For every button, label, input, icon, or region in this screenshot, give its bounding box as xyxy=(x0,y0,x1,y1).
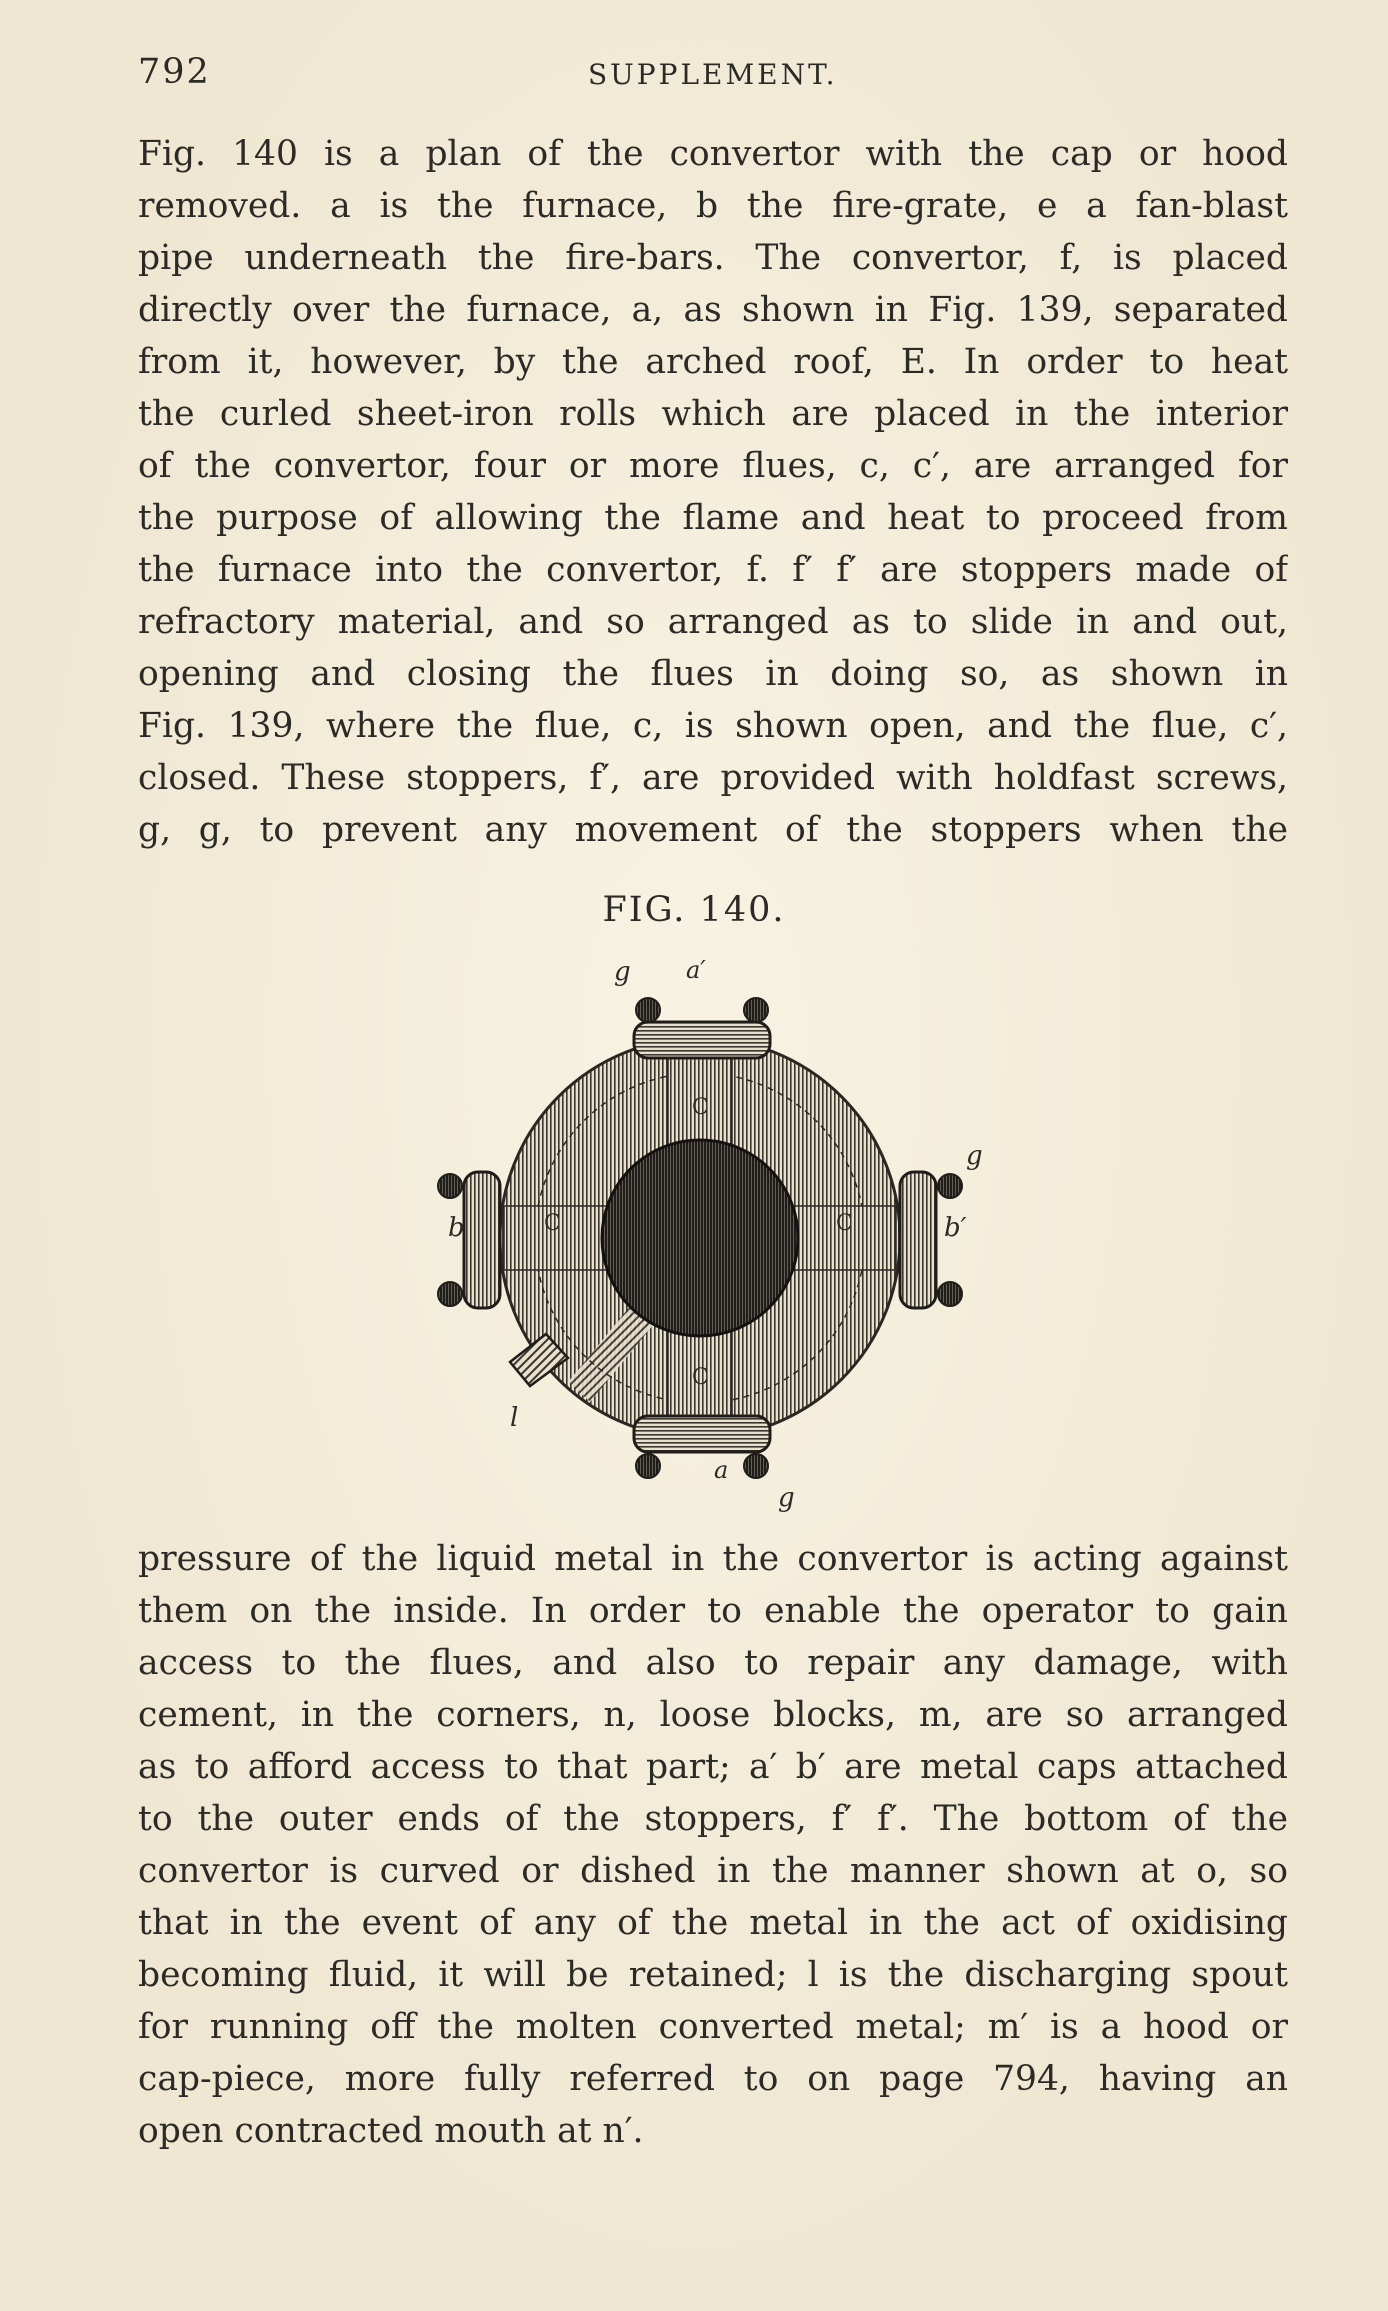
text-line: the furnace into the convertor, f. f′ f′ are stoppers made of xyxy=(138,550,1288,590)
label-bottom-a: a xyxy=(714,1456,729,1484)
label-left-b: b xyxy=(448,1213,465,1243)
text-line: opening and closing the flues in doing so, as shown in xyxy=(138,654,1288,694)
label-flue-top: C xyxy=(692,1095,709,1120)
label-flue-bottom: C xyxy=(692,1365,709,1390)
label-flue-right: C xyxy=(836,1211,853,1236)
label-top-g: g xyxy=(614,957,631,987)
running-head xyxy=(138,52,1288,102)
paragraph-1 xyxy=(138,128,1288,856)
text-line: pipe underneath the fire-bars. The convertor, f, is placed xyxy=(138,238,1288,278)
text-line: of the convertor, four or more flues, c, c′, are arranged for xyxy=(138,446,1288,486)
label-top-a: a′ xyxy=(686,956,706,984)
text-line: them on the inside. In order to enable the operator to gain xyxy=(138,1591,1288,1631)
text-line: convertor is curved or dished in the manner shown at o, so xyxy=(138,1851,1288,1891)
label-flue-left: C xyxy=(544,1211,561,1236)
text-line: for running off the molten converted metal; m′ is a hood or xyxy=(138,2007,1288,2047)
text-line: Fig. 140 is a plan of the convertor with the cap or hood xyxy=(138,134,1288,174)
text-line: the curled sheet-iron rolls which are placed in the interior xyxy=(138,394,1288,434)
label-spout-l: l xyxy=(510,1403,519,1433)
text-line: from it, however, by the arched roof, E. In order to heat xyxy=(138,342,1288,382)
text-line: removed. a is the furnace, b the fire-grate, e a fan-blast xyxy=(138,186,1288,226)
section-title: SUPPLEMENT. xyxy=(588,58,838,91)
text-line: access to the flues, and also to repair any damage, with xyxy=(138,1643,1288,1683)
convertor-plan-figure xyxy=(418,950,998,1530)
label-bottom-g: g xyxy=(778,1483,795,1513)
text-line: directly over the furnace, a, as shown in Fig. 139, separated xyxy=(138,290,1288,330)
stopper-bottom xyxy=(634,1416,770,1478)
central-chamber xyxy=(602,1140,798,1336)
paragraph-2 xyxy=(138,1533,1288,2157)
figure-caption: FIG. 140. xyxy=(602,890,786,930)
text-line: open contracted mouth at n′. xyxy=(138,2111,644,2151)
text-line: as to afford access to that part; a′ b′ are metal caps attached xyxy=(138,1747,1288,1787)
text-line: g, g, to prevent any movement of the stoppers when the xyxy=(138,810,1288,850)
label-right-g: g xyxy=(966,1141,983,1171)
text-line: cement, in the corners, n, loose blocks, m, are so arranged xyxy=(138,1695,1288,1735)
text-line: to the outer ends of the stoppers, f′ f′. The bottom of the xyxy=(138,1799,1288,1839)
text-line: cap-piece, more fully referred to on page 794, having an xyxy=(138,2059,1288,2099)
text-line: pressure of the liquid metal in the convertor is acting against xyxy=(138,1539,1288,1579)
text-line: refractory material, and so arranged as to slide in and out, xyxy=(138,602,1288,642)
text-line: that in the event of any of the metal in the act of oxidising xyxy=(138,1903,1288,1943)
label-right-b: b′ xyxy=(944,1213,967,1243)
page-number: 792 xyxy=(138,52,211,92)
text-line: the purpose of allowing the flame and heat to proceed from xyxy=(138,498,1288,538)
text-line: Fig. 139, where the flue, c, is shown open, and the flue, c′, xyxy=(138,706,1288,746)
stopper-top xyxy=(634,998,770,1058)
text-line: closed. These stoppers, f′, are provided with holdfast screws, xyxy=(138,758,1288,798)
text-line: becoming fluid, it will be retained; l is the discharging spout xyxy=(138,1955,1288,1995)
